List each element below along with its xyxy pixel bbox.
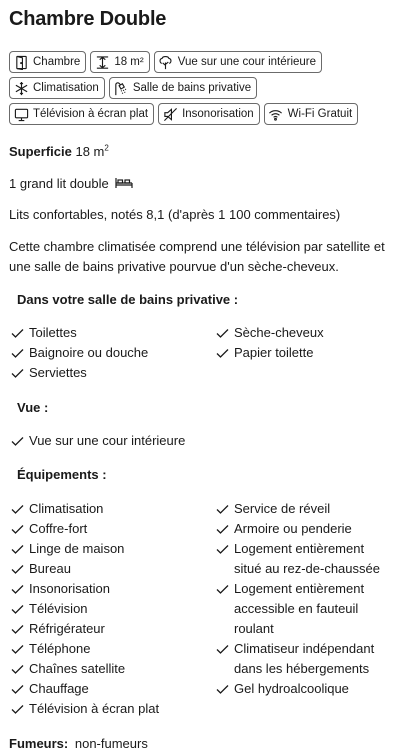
check-icon [11,559,29,579]
check-icon [11,519,29,539]
check-icon [11,659,29,679]
list-item: Climatisation [11,499,159,519]
bathroom-list-left [11,323,148,383]
check-icon [11,679,29,699]
list-item: Chauffage [11,679,159,699]
chip-room-type [9,51,86,73]
room-description: Cette chambre climatisée comprend une télévision par satellite et une salle de bains privative pourvue d'un sèche-cheveux. [9,239,385,274]
list-item: Baignoire ou douche [11,343,148,363]
tree-icon [158,54,174,70]
check-icon [11,323,29,343]
smoking-value: non-fumeurs [74,736,148,751]
wifi-icon [268,106,284,122]
shower-icon [113,80,129,96]
chip-tv [9,103,154,125]
list-item: Papier toilette [216,343,324,363]
list-item: Insonorisation [11,579,159,599]
view-list [11,431,185,451]
list-item: Télévision à écran plat [11,699,159,719]
chip-label: Salle de bains privative [132,82,252,94]
check-icon [11,699,29,719]
area-value: 18 $m^2$ [75,143,109,159]
check-icon [216,519,234,539]
chip-area [90,51,149,73]
list-item: Télévision [11,599,159,619]
chip-view [154,51,322,73]
list-item: Logement entièrement accessible en fauteuil roulant [216,579,380,639]
list-item: Linge de maison [11,539,159,559]
check-icon [11,343,29,363]
bed-icon [115,175,133,195]
check-icon [11,363,29,383]
list-item: Climatiseur indépendant dans les hébergements [216,639,380,679]
smoking-label: Fumeurs: [9,736,69,751]
list-item: Sèche-cheveux [216,323,324,343]
equipment-list-left [11,499,159,719]
equipment-section-title: Équipements : [17,467,107,482]
bathroom-section-title: Dans votre salle de bains privative : [17,292,239,307]
list-item: Chaînes satellite [11,659,159,679]
chip-wifi [264,103,359,125]
chip-label: Vue sur une cour intérieure [177,56,317,68]
list-item: Toilettes [11,323,148,343]
check-icon [11,639,29,659]
door-icon [13,54,29,70]
chip-label: Chambre [33,56,81,68]
check-icon [11,539,29,559]
tv-icon [13,106,29,122]
chip-soundproof [158,103,260,125]
chip-bathroom [109,77,257,99]
check-icon [11,499,29,519]
area-label: Superficie [9,144,72,159]
chip-aircon [9,77,105,99]
room-title: Chambre Double [9,8,167,30]
chip-label: Insonorisation [182,108,254,120]
check-icon [216,343,234,363]
room-area [9,142,109,162]
check-icon [216,579,234,599]
list-item: Gel hydroalcoolique [216,679,380,699]
chip-label: Wi-Fi Gratuit [287,108,353,120]
chip-label: 18 m² [114,56,144,68]
smoking-policy [9,734,148,754]
chip-row-3 [9,103,401,125]
chip-row-2 [9,77,401,99]
bathroom-list-right [216,323,324,363]
list-item: Vue sur une cour intérieure [11,431,185,451]
check-icon [216,539,234,559]
check-icon [216,679,234,699]
list-item: Bureau [11,559,159,579]
list-item: Coffre-fort [11,519,159,539]
snowflake-icon [13,80,29,96]
list-item: Téléphone [11,639,159,659]
check-icon [11,599,29,619]
check-icon [216,499,234,519]
list-item: Réfrigérateur [11,619,159,639]
chip-row-1 [9,51,401,73]
bed-info [9,174,133,195]
bed-text: 1 grand lit double [9,176,109,191]
chip-label: Télévision à écran plat [33,108,149,120]
list-item: Armoire ou penderie [216,519,380,539]
check-icon [11,431,29,451]
room-feature-chips [9,51,401,129]
beds-rating: Lits confortables, notés 8,1 (d'après 1 100 commentaires) [9,207,341,222]
check-icon [11,579,29,599]
chip-label: Climatisation [33,82,99,94]
area-icon [94,54,110,70]
list-item: Service de réveil [216,499,380,519]
equipment-list-right [216,499,380,699]
list-item: Serviettes [11,363,148,383]
list-item: Logement entièrement situé au rez-de-chaussée [216,539,380,579]
check-icon [216,639,234,659]
check-icon [11,619,29,639]
check-icon [216,323,234,343]
mute-icon [162,106,178,122]
view-section-title: Vue : [17,400,49,415]
